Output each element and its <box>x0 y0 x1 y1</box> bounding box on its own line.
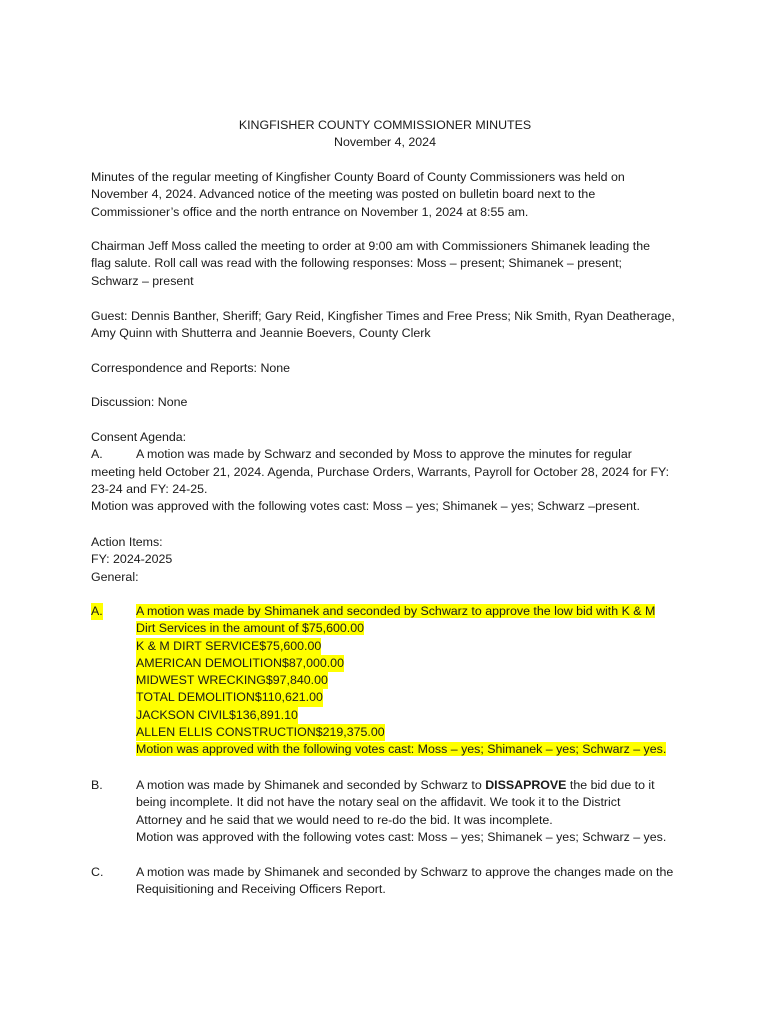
bid-amount: $75,600.00 <box>259 638 322 653</box>
discussion-paragraph: Discussion: None <box>91 395 188 409</box>
fiscal-year: FY: 2024-2025 <box>91 552 173 567</box>
consent-heading: Consent Agenda: <box>91 430 187 444</box>
disapprove-emphasis: DISSAPROVE <box>485 778 567 792</box>
consent-votes: Motion was approved with the following votes cast: Moss – yes; Shimanek – yes; Schwarz –present. <box>91 499 640 514</box>
bid-row <box>136 707 696 724</box>
correspondence-paragraph: Correspondence and Reports: None <box>91 361 291 375</box>
item-c <box>91 864 691 900</box>
item-c-body <box>136 864 696 899</box>
item-a-letter: A. <box>91 603 103 620</box>
item-a <box>91 603 691 763</box>
item-c-letter: C. <box>91 865 104 879</box>
item-b-letter: B. <box>91 778 103 792</box>
consent-agenda <box>91 429 691 515</box>
guests-paragraph <box>91 308 691 343</box>
call-to-order-line: flag salute. Roll call was read with the following responses: Moss – present; Shimanek – present; <box>91 256 623 271</box>
item-b-votes: Motion was approved with the following votes cast: Moss – yes; Shimanek – yes; Schwarz – yes. <box>136 829 667 844</box>
item-a-line: Dirt Services in the amount of $75,600.00 <box>136 621 364 636</box>
intro-line: Commissioner’s office and the north entrance on November 1, 2024 at 8:55 am. <box>91 204 529 219</box>
item-a-body <box>136 603 696 759</box>
bid-name: TOTAL DEMOLITION <box>136 690 255 705</box>
bid-row <box>136 638 696 655</box>
item-c-line: A motion was made by Shimanek and seconded by Schwarz to approve the changes made on the <box>136 865 674 879</box>
item-a-votes: Motion was approved with the following votes cast: Moss – yes; Shimanek – yes; Schwarz – yes. <box>136 742 667 757</box>
item-b-text: A motion was made by Shimanek and seconded by Schwarz to <box>136 778 486 792</box>
bid-row <box>136 724 696 741</box>
bid-name: K & M DIRT SERVICE <box>136 638 260 653</box>
bid-amount: $87,000.00 <box>281 655 344 670</box>
bid-amount: $110,621.00 <box>254 690 323 705</box>
item-b <box>91 777 691 847</box>
consent-line: 23-24 and FY: 24-25. <box>91 481 208 496</box>
call-to-order-line: Schwarz – present <box>91 273 194 288</box>
intro-line: November 4, 2024. Advanced notice of the meeting was posted on bulletin board next to the <box>91 187 596 202</box>
item-a-line: A motion was made by Shimanek and seconded by Schwarz to approve the low bid with K & M <box>136 604 656 618</box>
bid-row <box>136 655 696 672</box>
action-items <box>91 534 691 586</box>
item-b-line: Attorney and he said that we would need to re-do the bid. It was incomplete. <box>136 812 553 827</box>
action-heading: Action Items: <box>91 535 163 549</box>
guests-line: Amy Quinn with Shutterra and Jeannie Boevers, County Clerk <box>91 326 431 341</box>
item-b-line <box>136 777 696 794</box>
item-b-text: the bid due to it <box>566 778 655 792</box>
call-to-order-paragraph <box>91 238 691 290</box>
document-title: KINGFISHER COUNTY COMMISSIONER MINUTES <box>238 118 532 132</box>
consent-line: meeting held October 21, 2024. Agenda, Purchase Orders, Warrants, Payroll for October 28, 2024 for FY: <box>91 464 670 479</box>
consent-line: A motion was made by Schwarz and seconded by Moss to approve the minutes for regular <box>136 447 632 462</box>
item-b-line: being incomplete. It did not have the notary seal on the affidavit. We took it to the District <box>136 795 621 810</box>
bid-row <box>136 689 696 706</box>
bid-amount: $97,840.00 <box>265 673 328 688</box>
bid-amount: $136,891.10 <box>228 707 298 722</box>
document-header <box>0 117 770 152</box>
item-b-body <box>136 777 696 846</box>
item-c-line: Requisitioning and Receiving Officers Report. <box>136 882 386 897</box>
consent-letter: A. <box>91 447 103 462</box>
guests-line: Guest: Dennis Banther, Sheriff; Gary Reid, Kingfisher Times and Free Press; Nik Smith, Ryan Deatherage, <box>91 309 675 323</box>
bid-name: AMERICAN DEMOLITION <box>136 655 282 670</box>
meeting-date: November 4, 2024 <box>334 135 436 150</box>
bid-amount: $219,375.00 <box>315 725 385 740</box>
bid-name: JACKSON CIVIL <box>136 707 229 722</box>
general-heading: General: <box>91 569 139 584</box>
bid-row <box>136 672 696 689</box>
call-to-order-line: Chairman Jeff Moss called the meeting to order at 9:00 am with Commissioners Shimanek leading the <box>91 239 650 253</box>
intro-paragraph <box>91 169 691 221</box>
bid-name: ALLEN ELLIS CONSTRUCTION <box>136 725 316 740</box>
bid-name: MIDWEST WRECKING <box>136 673 266 688</box>
intro-line: Minutes of the regular meeting of Kingfisher County Board of County Commissioners was held on <box>91 170 625 184</box>
